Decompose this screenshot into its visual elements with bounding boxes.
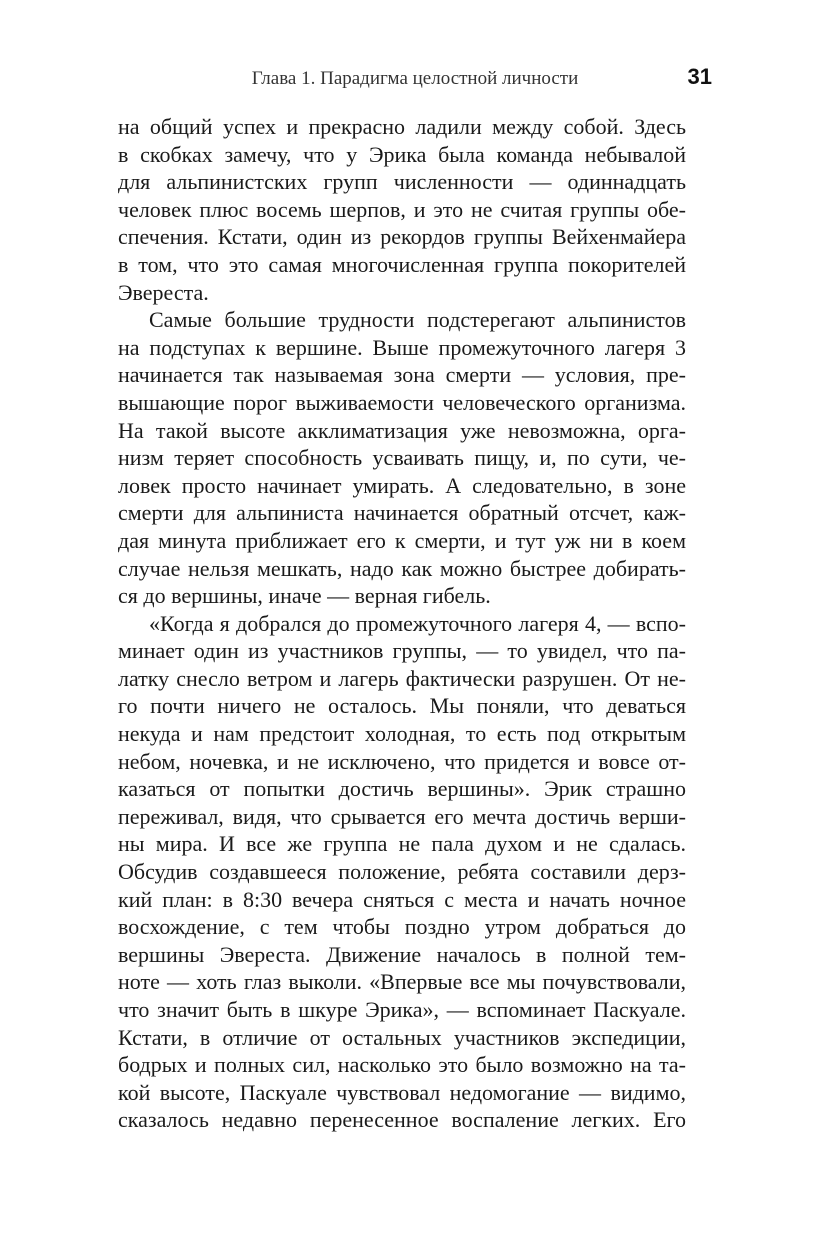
body-text xyxy=(118,113,686,1134)
text-line: случае нельзя мешкать, надо как можно быстрее добирать- xyxy=(118,555,686,581)
chapter-title: Глава 1. Парадигма целостной личности xyxy=(251,68,579,89)
text-line: ноте — хоть глаз выколи. «Впервые все мы почувствовали, xyxy=(118,969,686,995)
text-line: Самые большие трудности подстерегают альпинистов xyxy=(149,307,686,333)
text-line: на общий успех и прекрасно ладили между собой. Здесь xyxy=(118,114,686,139)
text-line: в том, что это самая многочисленная группа покорителей xyxy=(118,251,686,277)
text-line: на подступах к вершине. Выше промежуточного лагеря 3 xyxy=(118,334,686,360)
text-line: ловек просто начинает умирать. А следовательно, в зоне xyxy=(118,472,686,498)
text-line: человек плюс восемь шерпов, и это не считая группы обе- xyxy=(118,196,686,222)
text-line: минает один из участников группы, — то увидел, что па- xyxy=(118,638,686,664)
paragraph xyxy=(118,113,686,306)
text-line: в скобках замечу, что у Эрика была команда небывалой xyxy=(118,141,686,167)
text-line: кой высоте, Паскуале чувствовал недомогание — видимо, xyxy=(118,1079,686,1105)
text-line: спечения. Кстати, один из рекордов группы Вейхенмайера xyxy=(118,224,686,250)
text-line: некуда и нам предстоит холодная, то есть под открытым xyxy=(118,721,686,747)
text-line: Обсудив создавшееся положение, ребята составили дерз- xyxy=(118,859,686,885)
running-header xyxy=(118,64,712,96)
text-line: «Когда я добрался до промежуточного лагеря 4, — вспо- xyxy=(149,610,686,636)
text-line: смерти для альпиниста начинается обратный отсчет, каж- xyxy=(118,500,686,526)
text-line: кий план: в 8:30 вечера сняться с места и начать ночное xyxy=(118,886,686,912)
text-line: ны мира. И все же группа не пала духом и не сдалась. xyxy=(118,831,686,857)
text-line: начинается так называемая зона смерти — условия, пре- xyxy=(118,362,686,388)
page-number: 31 xyxy=(687,64,712,89)
text-line: На такой высоте акклиматизация уже невозможна, орга- xyxy=(118,417,686,443)
text-line: сказалось недавно перенесенное воспаление легких. Его xyxy=(118,1107,686,1133)
text-line: Эвереста. xyxy=(118,279,209,305)
text-line: низм теряет способность усваивать пищу, и, по сути, че- xyxy=(118,445,686,471)
text-line: восхождение, с тем чтобы поздно утром добраться до xyxy=(118,914,686,940)
text-line: вышающие порог выживаемости человеческого организма. xyxy=(118,389,686,415)
text-line: вершины Эвереста. Движение началось в полной тем- xyxy=(118,941,686,967)
text-line: ся до вершины, иначе — верная гибель. xyxy=(118,583,491,609)
text-line: бодрых и полных сил, насколько это было возможно на та- xyxy=(118,1052,686,1078)
text-line: для альпинистских групп численности — одиннадцать xyxy=(118,169,686,195)
text-line: небом, ночевка, и не исключено, что придется и вовсе от- xyxy=(118,748,686,774)
text-line: переживал, видя, что срывается его мечта достичь верши- xyxy=(118,803,686,829)
paragraph xyxy=(118,306,686,610)
text-line: казаться от попытки достичь вершины». Эрик страшно xyxy=(118,776,686,802)
text-line: латку снесло ветром и лагерь фактически разрушен. От не- xyxy=(118,665,686,691)
text-line: дая минута приближает его к смерти, и тут уж ни в коем xyxy=(118,527,686,553)
paragraph xyxy=(118,610,686,1134)
text-line: Кстати, в отличие от остальных участников экспедиции, xyxy=(118,1024,686,1050)
text-line: го почти ничего не осталось. Мы поняли, что деваться xyxy=(118,693,686,719)
text-line: что значит быть в шкуре Эрика», — вспоминает Паскуале. xyxy=(118,997,686,1022)
